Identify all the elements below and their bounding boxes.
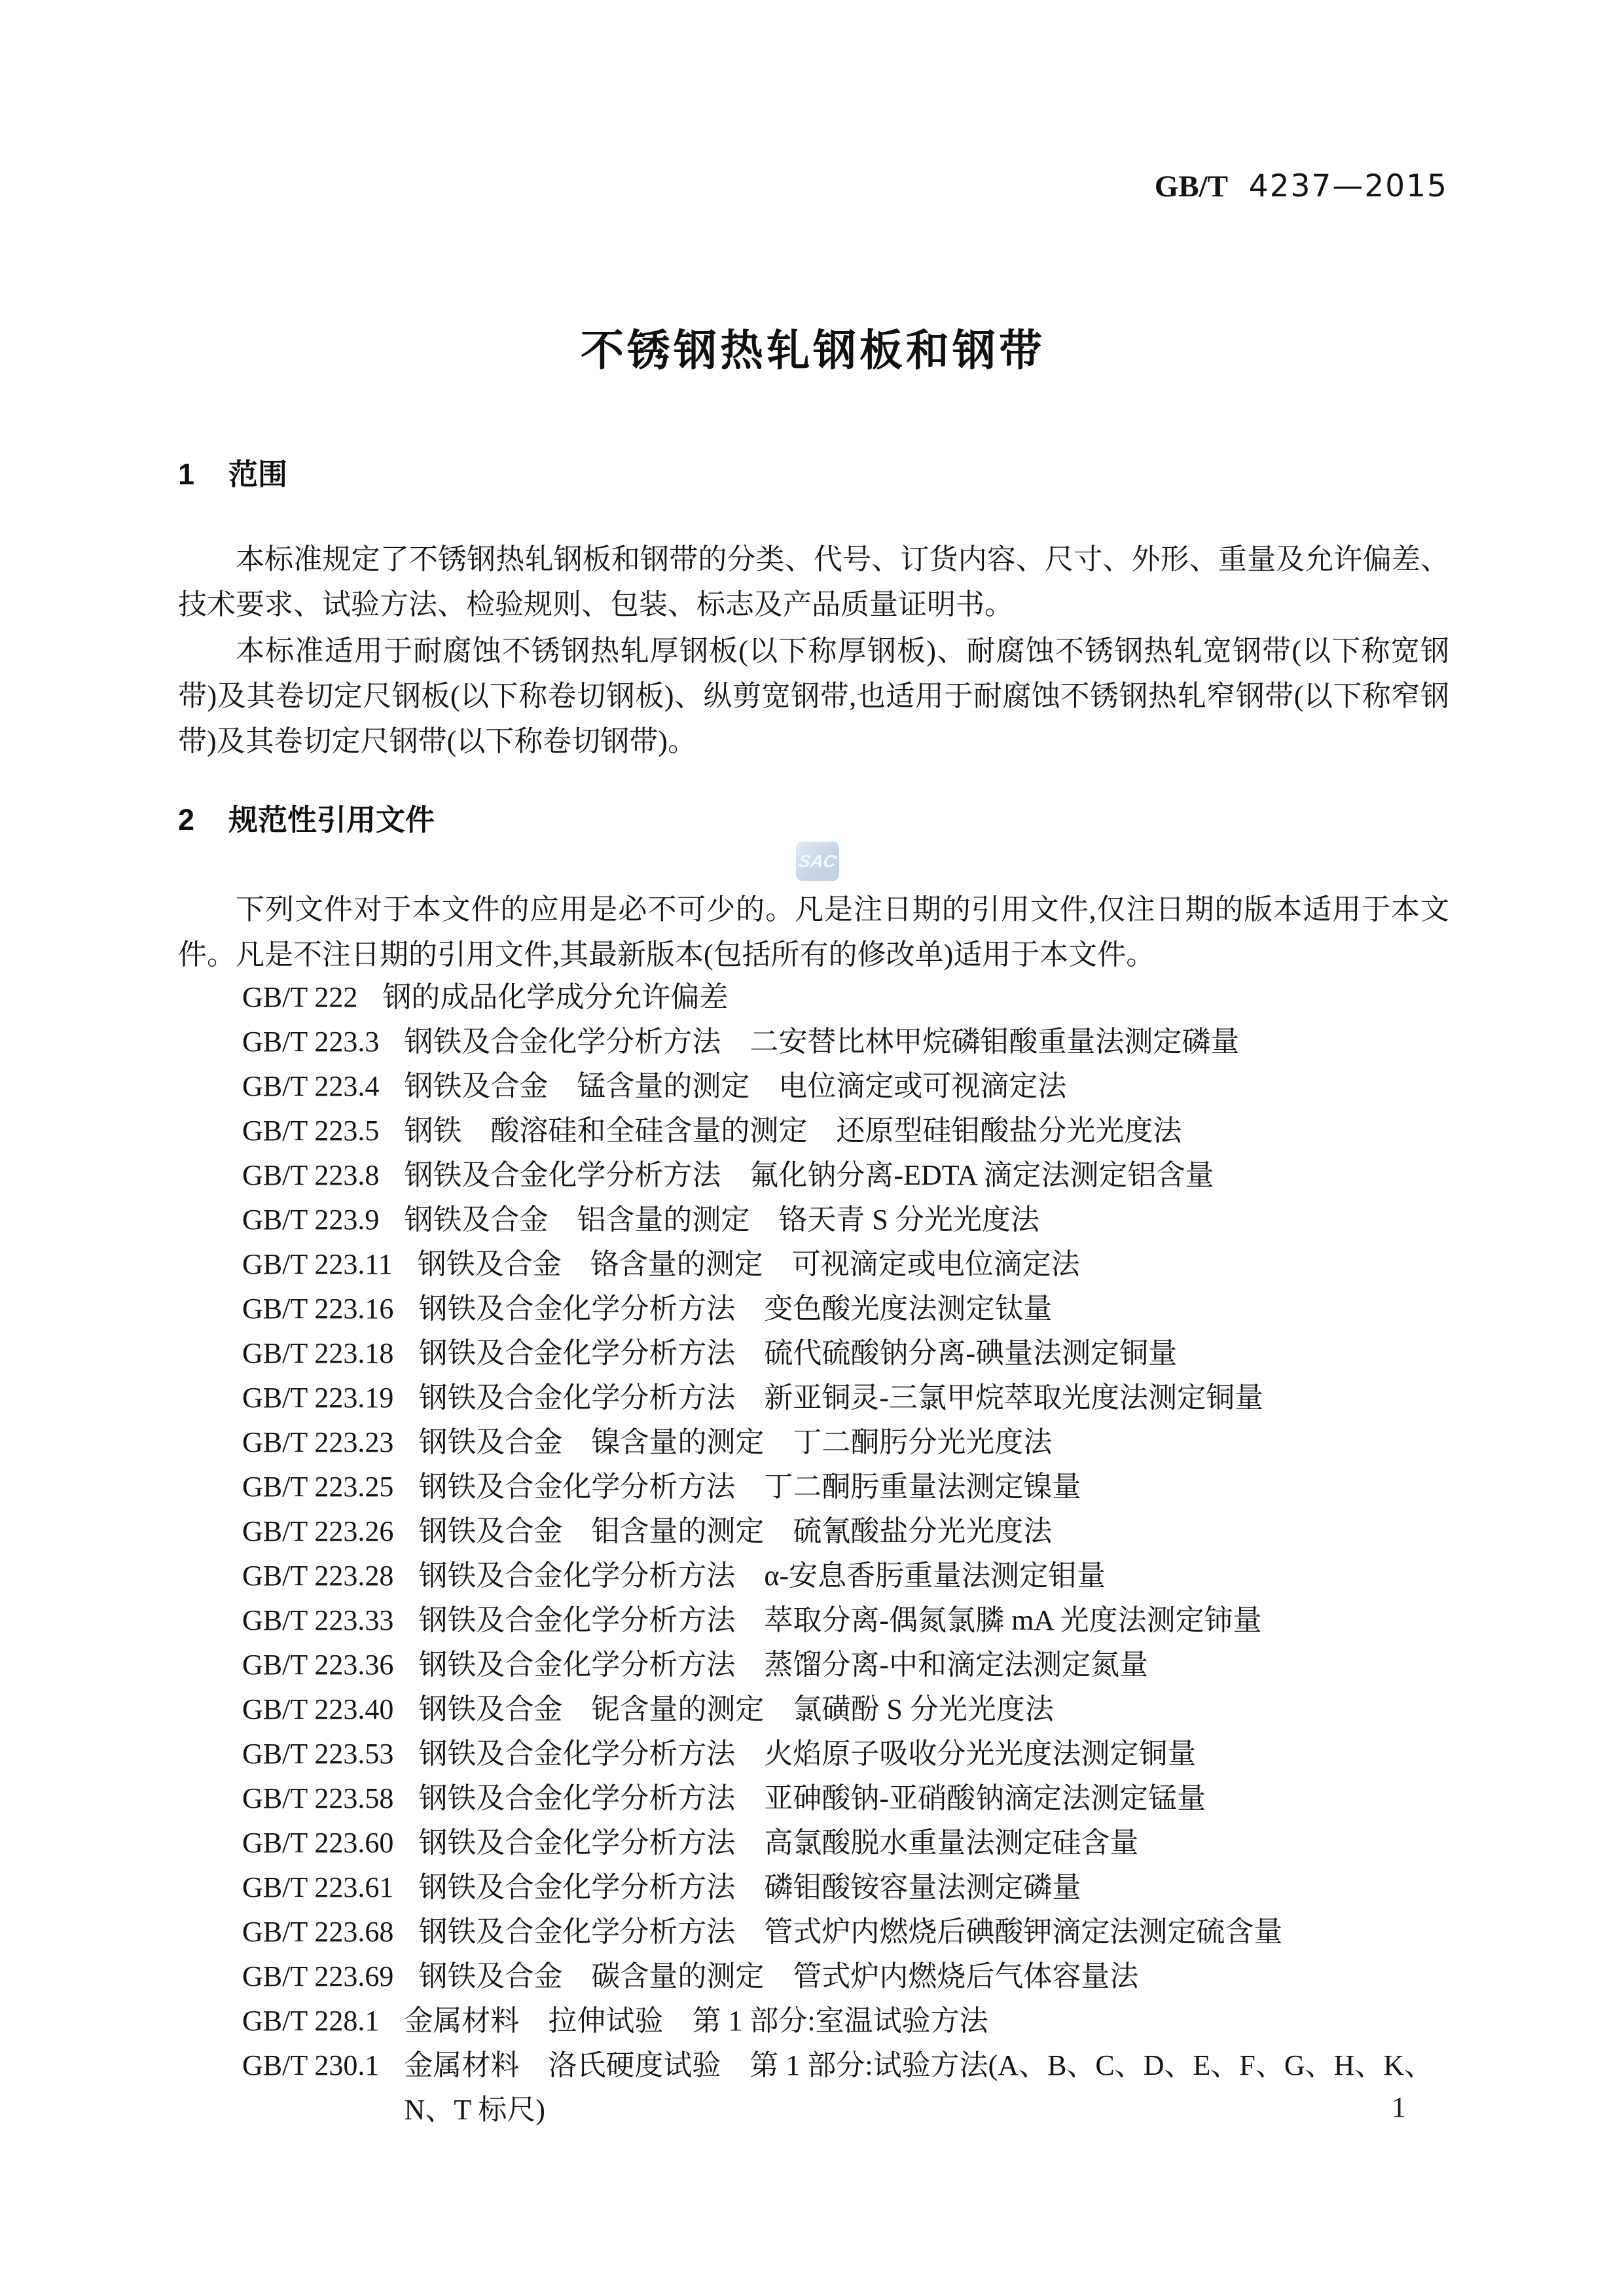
reference-item: [242, 1376, 1473, 1420]
reference-code: GB/T 223.33: [242, 1604, 394, 1636]
reference-item: [242, 1598, 1473, 1643]
reference-code: GB/T 223.3: [242, 1026, 380, 1058]
reference-code: GB/T 223.16: [242, 1293, 394, 1325]
reference-list: [242, 975, 1473, 2132]
reference-title: 钢铁及合金 锰含量的测定 电位滴定或可视滴定法: [404, 1070, 1067, 1102]
reference-code: GB/T 223.68: [242, 1916, 394, 1948]
reference-code: GB/T 223.11: [242, 1248, 393, 1280]
reference-item: [242, 1687, 1473, 1732]
reference-code: GB/T 230.1: [242, 2049, 380, 2081]
reference-title: 钢铁及合金化学分析方法 二安替比林甲烷磷钼酸重量法测定磷量: [404, 1026, 1240, 1058]
reference-item: [242, 1643, 1473, 1687]
standard-number: [1155, 169, 1448, 204]
reference-item: [242, 1020, 1473, 1064]
reference-item: [242, 1999, 1473, 2043]
standard-number-value: 4237—2015: [1248, 168, 1448, 204]
reference-item: [242, 2043, 1473, 2132]
reference-code: GB/T 223.25: [242, 1471, 394, 1503]
reference-item: [242, 1420, 1473, 1465]
reference-item: [242, 1910, 1473, 1954]
reference-item: [242, 1064, 1473, 1109]
reference-title: 钢铁及合金 镍含量的测定 丁二酮肟分光光度法: [418, 1426, 1053, 1458]
reference-code: GB/T 223.53: [242, 1738, 394, 1770]
reference-code: GB/T 223.23: [242, 1426, 394, 1458]
reference-title: 钢铁及合金化学分析方法 硫代硫酸钠分离-碘量法测定铜量: [418, 1337, 1178, 1369]
reference-code: GB/T 223.28: [242, 1560, 394, 1592]
reference-code: GB/T 223.61: [242, 1871, 394, 1903]
reference-title: 钢铁及合金化学分析方法 蒸馏分离-中和滴定法测定氮量: [418, 1649, 1149, 1681]
reference-title: 钢铁及合金化学分析方法 丁二酮肟重量法测定镍量: [418, 1471, 1081, 1503]
reference-item: [242, 1153, 1473, 1198]
standard-number-prefix: GB/T: [1154, 170, 1229, 204]
reference-code: GB/T 228.1: [242, 2005, 380, 2037]
reference-item: [242, 1821, 1473, 1865]
reference-item: [242, 1509, 1473, 1554]
reference-item: [242, 1865, 1473, 1910]
reference-title: 钢铁及合金化学分析方法 变色酸光度法测定钛量: [418, 1293, 1053, 1325]
reference-title: 钢铁及合金化学分析方法 磷钼酸铵容量法测定磷量: [418, 1871, 1081, 1903]
references-intro-paragraph: 下列文件对于本文件的应用是必不可少的。凡是注日期的引用文件,仅注日期的版本适用于本文件。凡是不注日期的引用文件,其最新版本(包括所有的修改单)适用于本文件。: [178, 893, 1449, 971]
reference-item: [242, 1954, 1473, 1999]
scope-paragraph-1: 本标准规定了不锈钢热轧钢板和钢带的分类、代号、订货内容、尺寸、外形、重量及允许偏差、技术要求、试验方法、检验规则、包装、标志及产品质量证明书。: [178, 543, 1449, 620]
reference-item: [242, 975, 1473, 1020]
reference-code: GB/T 223.8: [242, 1159, 380, 1191]
reference-code: GB/T 223.60: [242, 1827, 394, 1859]
reference-item: [242, 1331, 1473, 1376]
section-1-heading: [178, 457, 287, 492]
section-1-title: 范围: [228, 457, 288, 491]
sac-watermark-logo: [796, 842, 839, 881]
reference-title: 钢铁 酸溶硅和全硅含量的测定 还原型硅钼酸盐分光光度法: [404, 1115, 1182, 1147]
reference-title: 钢铁及合金化学分析方法 新亚铜灵-三氯甲烷萃取光度法测定铜量: [418, 1382, 1264, 1414]
section-1-number: 1: [178, 457, 195, 491]
reference-item: [242, 1287, 1473, 1331]
reference-title: 钢铁及合金化学分析方法 高氯酸脱水重量法测定硅含量: [418, 1827, 1139, 1859]
reference-title: 钢铁及合金化学分析方法 亚砷酸钠-亚硝酸钠滴定法测定锰量: [418, 1782, 1206, 1814]
document-title: 不锈钢热轧钢板和钢带: [581, 326, 1045, 374]
reference-title: 钢铁及合金化学分析方法 管式炉内燃烧后碘酸钾滴定法测定硫含量: [418, 1916, 1283, 1948]
reference-code: GB/T 223.58: [242, 1782, 394, 1814]
sac-watermark-text: SAC: [797, 851, 838, 871]
reference-code: GB/T 222: [242, 981, 358, 1013]
reference-item: [242, 1465, 1473, 1509]
reference-title: 钢铁及合金化学分析方法 α-安息香肟重量法测定钼量: [418, 1560, 1106, 1592]
reference-code: GB/T 223.9: [242, 1204, 380, 1236]
reference-title: 钢铁及合金 铌含量的测定 氯磺酚 S 分光光度法: [418, 1693, 1054, 1725]
reference-title: 钢铁及合金 铝含量的测定 铬天青 S 分光光度法: [404, 1204, 1039, 1236]
page-number: 1: [1392, 2091, 1406, 2123]
reference-code: GB/T 223.40: [242, 1693, 394, 1725]
reference-title: 钢铁及合金 钼含量的测定 硫氰酸盐分光光度法: [418, 1515, 1053, 1547]
reference-title: 金属材料 拉伸试验 第 1 部分:室温试验方法: [404, 2005, 988, 2037]
reference-title: 钢的成品化学成分允许偏差: [382, 981, 729, 1013]
reference-code: GB/T 223.69: [242, 1960, 394, 1992]
reference-item: [242, 1732, 1473, 1776]
reference-title: 钢铁及合金化学分析方法 氟化钠分离-EDTA 滴定法测定铝含量: [404, 1159, 1214, 1191]
section-2-number: 2: [178, 803, 195, 836]
reference-item: [242, 1554, 1473, 1598]
reference-item: [242, 1776, 1473, 1821]
section-2-title: 规范性引用文件: [228, 803, 435, 836]
reference-item: [242, 1242, 1473, 1287]
reference-code: GB/T 223.26: [242, 1515, 394, 1547]
scope-paragraph-2: 本标准适用于耐腐蚀不锈钢热轧厚钢板(以下称厚钢板)、耐腐蚀不锈钢热轧宽钢带(以下称宽钢带)及其卷切定尺钢板(以下称卷切钢板)、纵剪宽钢带,也适用于耐腐蚀不锈钢热轧窄钢带(以下称窄钢带)及其卷切定尺钢带(以下称卷切钢带)。: [178, 635, 1449, 757]
reference-item: [242, 1198, 1473, 1242]
reference-title: 钢铁及合金 铬含量的测定 可视滴定或电位滴定法: [417, 1248, 1080, 1280]
reference-code: GB/T 223.5: [242, 1115, 380, 1147]
reference-code: GB/T 223.4: [242, 1070, 380, 1102]
reference-title: 金属材料 洛氏硬度试验 第 1 部分:试验方法(A、B、C、D、E、F、G、H、K、N、T 标尺): [404, 2049, 1434, 2126]
reference-title: 钢铁及合金化学分析方法 火焰原子吸收分光光度法测定铜量: [418, 1738, 1197, 1770]
reference-item: [242, 1109, 1473, 1153]
reference-title: 钢铁及合金化学分析方法 萃取分离-偶氮氯膦 mA 光度法测定铈量: [418, 1604, 1262, 1636]
reference-code: GB/T 223.36: [242, 1649, 394, 1681]
reference-code: GB/T 223.18: [242, 1337, 394, 1369]
reference-title: 钢铁及合金 碳含量的测定 管式炉内燃烧后气体容量法: [418, 1960, 1139, 1992]
reference-code: GB/T 223.19: [242, 1382, 394, 1414]
section-2-heading: [178, 802, 435, 838]
